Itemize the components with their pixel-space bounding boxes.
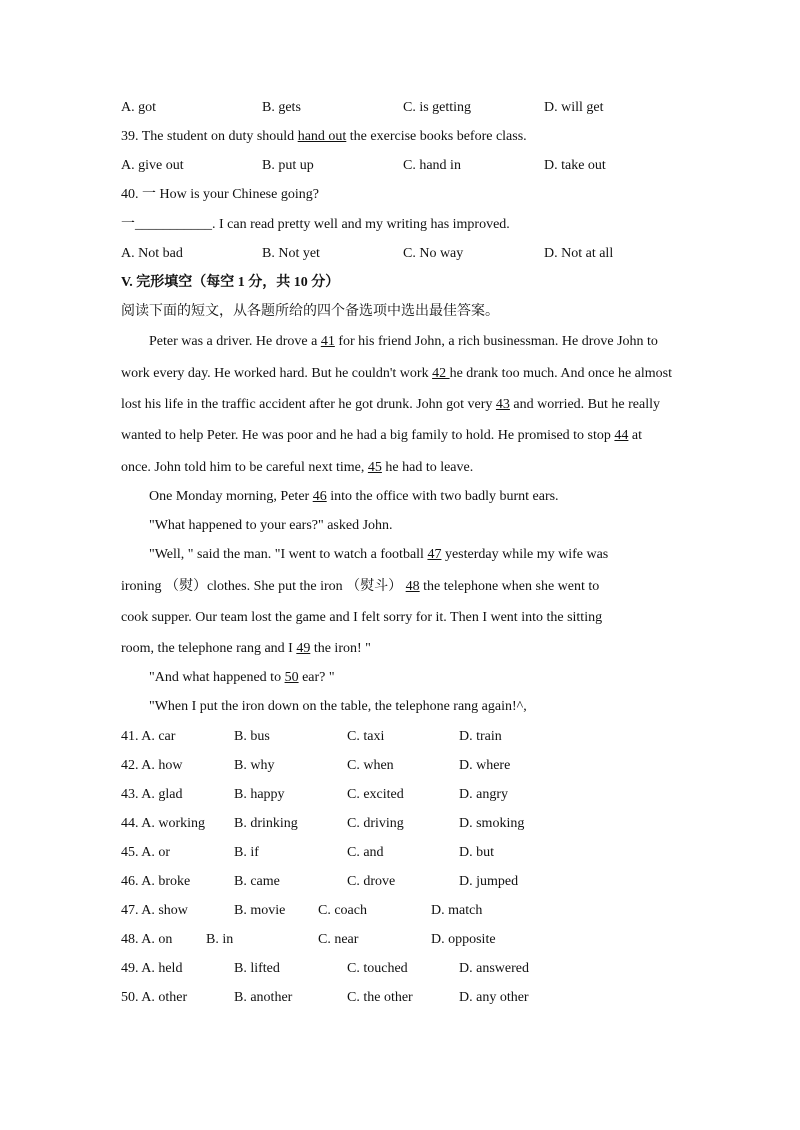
passage-line: "And what happened to 50 ear? " [149, 670, 335, 685]
option-c: C. near [318, 932, 359, 947]
option-a: 44. A. working [121, 816, 205, 831]
option-d: D. angry [459, 787, 508, 802]
option-b: B. happy [234, 787, 285, 802]
option-b: B. came [234, 874, 280, 889]
option-d: D. any other [459, 990, 529, 1005]
option-d: D. jumped [459, 874, 519, 889]
option-c: C. the other [347, 990, 413, 1005]
option-b: B. drinking [234, 816, 298, 831]
q38-option-b: B. gets [262, 100, 301, 115]
section-instructions: 阅读下面的短文，从各题所给的四个备选项中选出最佳答案。 [121, 304, 499, 319]
passage-line: "What happened to your ears?" asked John. [149, 518, 393, 533]
option-b: B. if [234, 845, 259, 860]
option-d: D. but [459, 845, 494, 860]
option-b: B. movie [234, 903, 286, 918]
option-a: 48. A. on [121, 932, 173, 947]
option-c: C. and [347, 845, 384, 860]
option-a: 42. A. how [121, 758, 183, 773]
option-a: 45. A. or [121, 845, 170, 860]
option-a: 49. A. held [121, 961, 183, 976]
q39-option-c: C. hand in [403, 158, 461, 173]
option-d: D. match [431, 903, 483, 918]
option-c: C. touched [347, 961, 408, 976]
question-39: 39. The student on duty should hand out the exercise books before class. [121, 129, 527, 144]
option-d: D. train [459, 729, 502, 744]
option-c: C. driving [347, 816, 404, 831]
passage-line: wanted to help Peter. He was poor and he had a big family to hold. He promised to stop 44 at [121, 428, 643, 443]
option-d: D. opposite [431, 932, 496, 947]
q39-option-a: A. give out [121, 158, 184, 173]
option-b: B. another [234, 990, 293, 1005]
option-a: 41. A. car [121, 729, 176, 744]
passage-line: lost his life in the traffic accident after he got drunk. John got very 43 and worried. But he really [121, 397, 660, 412]
passage-line: room, the telephone rang and I 49 the iron! " [121, 641, 371, 656]
option-d: D. where [459, 758, 511, 773]
option-b: B. bus [234, 729, 270, 744]
q40-option-d: D. Not at all [544, 246, 614, 261]
option-a: 50. A. other [121, 990, 188, 1005]
option-a: 47. A. show [121, 903, 188, 918]
passage-line: "Well, " said the man. "I went to watch a football 47 yesterday while my wife was [149, 547, 609, 562]
question-40-answer-line: 一___________. I can read pretty well and my writing has improved. [121, 217, 510, 232]
q38-option-d: D. will get [544, 100, 604, 115]
q39-option-d: D. take out [544, 158, 606, 173]
option-c: C. coach [318, 903, 367, 918]
option-d: D. answered [459, 961, 529, 976]
section-title: V. 完形填空（每空 1 分，共 10 分） [121, 275, 340, 290]
option-a: 46. A. broke [121, 874, 191, 889]
option-c: C. excited [347, 787, 404, 802]
option-b: B. in [206, 932, 234, 947]
passage-line: "When I put the iron down on the table, the telephone rang again!^, [149, 699, 527, 714]
option-b: B. why [234, 758, 275, 773]
passage-line: cook supper. Our team lost the game and I felt sorry for it. Then I went into the sitting [121, 610, 603, 625]
q38-option-c: C. is getting [403, 100, 472, 115]
option-d: D. smoking [459, 816, 525, 831]
option-c: C. drove [347, 874, 396, 889]
option-c: C. when [347, 758, 394, 773]
passage-line: ironing （熨）clothes. She put the iron （熨斗） 48 the telephone when she went to [121, 579, 600, 594]
passage-line: One Monday morning, Peter 46 into the office with two badly burnt ears. [149, 489, 559, 504]
q40-option-b: B. Not yet [262, 246, 320, 261]
q40-option-c: C. No way [403, 246, 464, 261]
q40-option-a: A. Not bad [121, 246, 183, 261]
question-40: 40. 一 How is your Chinese going? [121, 187, 319, 202]
option-b: B. lifted [234, 961, 280, 976]
passage-line: once. John told him to be careful next time, 45 he had to leave. [121, 460, 474, 475]
q39-option-b: B. put up [262, 158, 314, 173]
passage-line: work every day. He worked hard. But he couldn't work 42 he drank too much. And once he almost [121, 366, 672, 381]
option-a: 43. A. glad [121, 787, 183, 802]
q38-option-a: A. got [121, 100, 156, 115]
passage-line: Peter was a driver. He drove a 41 for his friend John, a rich businessman. He drove John to [149, 334, 658, 349]
option-c: C. taxi [347, 729, 385, 744]
